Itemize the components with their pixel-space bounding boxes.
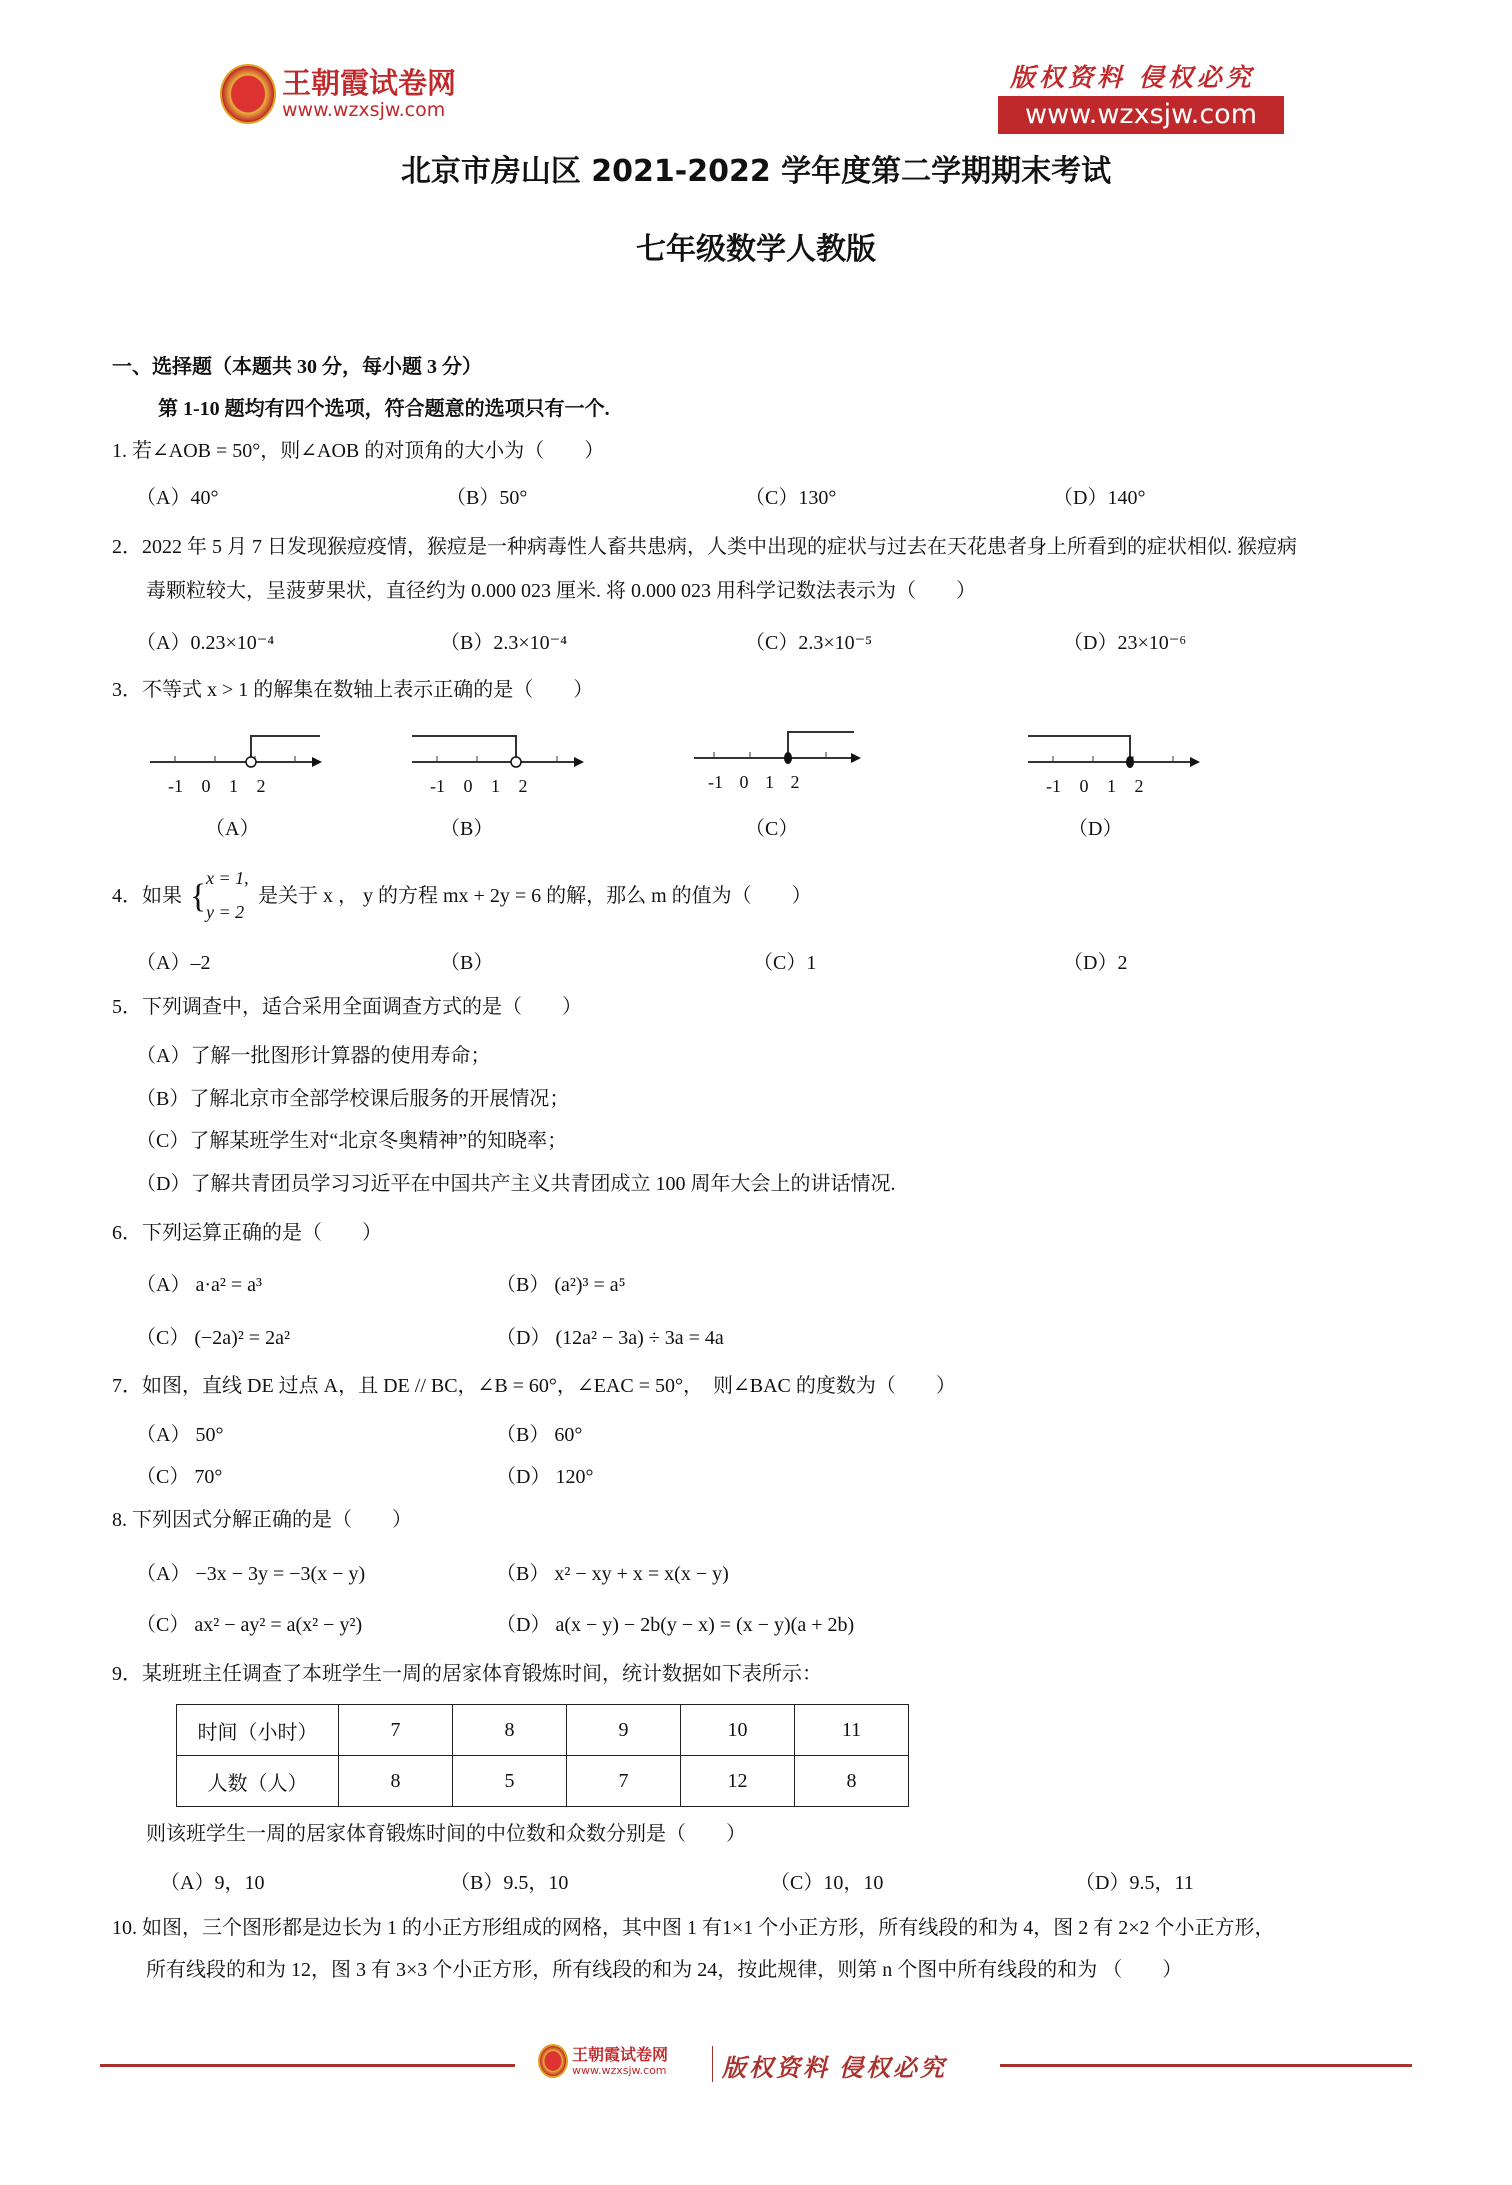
- q4-system-2: y = 2: [206, 902, 245, 922]
- q7-option-c: （C） 70°: [136, 1466, 223, 1488]
- q2-option-a: （A）0.23×10⁻⁴: [136, 632, 275, 654]
- footer-divider-right: [1000, 2064, 1412, 2067]
- brace-icon: {: [190, 878, 207, 915]
- section-note: 第 1-10 题均有四个选项，符合题意的选项只有一个.: [158, 398, 610, 420]
- q1-stem: 1. 若∠AOB = 50°，则∠AOB 的对顶角的大小为（ ）: [112, 440, 605, 462]
- table-row: [177, 1705, 909, 1756]
- table-cell: 7: [567, 1756, 681, 1807]
- q5-option-d: （D）了解共青团员学习习近平在中国共产主义共青团成立 100 周年大会上的讲话情况.: [136, 1173, 896, 1195]
- q9-table: [176, 1704, 909, 1807]
- ticks-d: -1 0 1 2: [1046, 776, 1144, 796]
- q8-option-a: （A） −3x − 3y = −3(x − y): [136, 1563, 366, 1585]
- brand-logo: [220, 64, 456, 124]
- ticks-a: -1 0 1 2: [168, 776, 266, 796]
- footer-separator: [712, 2046, 713, 2082]
- copyright-notice: 版权资料 侵权必究: [1010, 63, 1255, 92]
- q6-stem: 6．下列运算正确的是（ ）: [112, 1222, 382, 1244]
- page-subtitle: 七年级数学人教版: [636, 232, 876, 267]
- section-heading: 一、选择题（本题共 30 分，每小题 3 分）: [112, 356, 482, 378]
- number-line-a: [150, 730, 330, 770]
- q10-stem-1: 10. 如图，三个图形都是边长为 1 的小正方形组成的网格，其中图 1 有1×1 个小正方形，所有线段的和为 4，图 2 有 2×2 个小正方形，: [112, 1917, 1275, 1939]
- q9-option-c: （C）10，10: [770, 1872, 884, 1894]
- q9-option-a: （A）9，10: [160, 1872, 265, 1894]
- q5-option-a: （A）了解一批图形计算器的使用寿命；: [136, 1045, 491, 1067]
- footer: [100, 2044, 1412, 2082]
- q9-option-b: （B）9.5，10: [450, 1872, 569, 1894]
- seal-icon: [538, 2044, 568, 2078]
- q4-system-1: x = 1,: [206, 868, 249, 888]
- q7-stem: 7．如图，直线 DE 过点 A，且 DE // BC，∠B = 60°，∠EAC = 50°， 则∠BAC 的度数为（ ）: [112, 1375, 956, 1397]
- number-line-c: [694, 728, 874, 768]
- q4-option-b: （B）: [440, 952, 494, 974]
- q5-stem: 5．下列调查中，适合采用全面调查方式的是（ ）: [112, 996, 582, 1018]
- q2-option-d: （D）23×10⁻⁶: [1063, 632, 1187, 654]
- q2-option-b: （B）2.3×10⁻⁴: [440, 632, 568, 654]
- q10-stem-2: 所有线段的和为 12，图 3 有 3×3 个小正方形，所有线段的和为 24，按此规律，则第 n 个图中所有线段的和为 （ ）: [146, 1959, 1183, 1981]
- q1-option-d: （D）140°: [1053, 487, 1146, 509]
- q5-option-c: （C）了解某班学生对“北京冬奥精神”的知晓率；: [136, 1130, 568, 1152]
- table-cell: 8: [795, 1756, 909, 1807]
- q6-option-c: （C） (−2a)² = 2a²: [136, 1327, 290, 1349]
- table-cell: 12: [681, 1756, 795, 1807]
- seal-icon: [220, 64, 276, 124]
- q9-stem: 9．某班班主任调查了本班学生一周的居家体育锻炼时间，统计数据如下表所示：: [112, 1663, 822, 1685]
- q9-question: 则该班学生一周的居家体育锻炼时间的中位数和众数分别是（ ）: [146, 1823, 746, 1845]
- q4-option-c: （C）1: [753, 952, 817, 974]
- q2-stem-1: 2．2022 年 5 月 7 日发现猴痘疫情，猴痘是一种病毒性人畜共患病，人类中出现的症状与过去在天花患者身上所看到的症状相似. 猴痘病: [112, 536, 1297, 558]
- q4-option-d: （D）2: [1063, 952, 1128, 974]
- q3-option-c: （C）: [745, 818, 799, 840]
- q9-option-d: （D）9.5，11: [1075, 1872, 1194, 1894]
- table-cell: 9: [567, 1705, 681, 1756]
- table-cell: 10: [681, 1705, 795, 1756]
- footer-divider-left: [100, 2064, 515, 2067]
- table-cell: 8: [453, 1705, 567, 1756]
- q7-option-b: （B） 60°: [496, 1424, 583, 1446]
- q8-stem: 8. 下列因式分解正确的是（ ）: [112, 1509, 412, 1531]
- table-cell: 7: [339, 1705, 453, 1756]
- footer-logo: [538, 2044, 668, 2078]
- q8-option-b: （B） x² − xy + x = x(x − y): [496, 1563, 729, 1585]
- table-header-cell: 人数（人）: [177, 1756, 339, 1807]
- page-title: 北京市房山区 2021-2022 学年度第二学期期末考试: [400, 154, 1112, 189]
- table-cell: 5: [453, 1756, 567, 1807]
- q1-option-a: （A）40°: [136, 487, 219, 509]
- table-cell: 8: [339, 1756, 453, 1807]
- ticks-c: -1 0 1 2: [708, 772, 800, 792]
- footer-copyright: 版权资料 侵权必究: [722, 2056, 947, 2082]
- footer-brand: 王朝霞试卷网: [572, 2044, 669, 2064]
- q8-option-d: （D） a(x − y) − 2b(y − x) = (x − y)(a + 2b): [496, 1614, 855, 1636]
- number-line-d: [1028, 730, 1208, 770]
- q8-option-c: （C） ax² − ay² = a(x² − y²): [136, 1614, 363, 1636]
- q4-stem-b: 是关于 x ， y 的方程 mx + 2y = 6 的解，那么 m 的值为（ ）: [258, 885, 812, 907]
- q3-option-a: （A）: [205, 818, 260, 840]
- ticks-b: -1 0 1 2: [430, 776, 528, 796]
- q1-option-c: （C）130°: [745, 487, 837, 509]
- q4-stem-a: 4．如果: [112, 885, 182, 907]
- table-cell: 11: [795, 1705, 909, 1756]
- q7-option-d: （D） 120°: [496, 1466, 594, 1488]
- q4-option-a: （A）–2: [136, 952, 211, 974]
- q6-option-b: （B） (a²)³ = a⁵: [496, 1274, 626, 1296]
- q3-option-d: （D）: [1068, 818, 1123, 840]
- q7-option-a: （A） 50°: [136, 1424, 224, 1446]
- q5-option-b: （B）了解北京市全部学校课后服务的开展情况；: [136, 1088, 570, 1110]
- brand-url: www.wzxsjw.com: [282, 99, 446, 121]
- q3-option-b: （B）: [440, 818, 494, 840]
- brand-name: 王朝霞试卷网: [282, 66, 457, 100]
- q3-stem: 3．不等式 x > 1 的解集在数轴上表示正确的是（ ）: [112, 679, 594, 701]
- q6-option-a: （A） a·a² = a³: [136, 1274, 263, 1296]
- q1-option-b: （B）50°: [446, 487, 528, 509]
- table-header-cell: 时间（小时）: [177, 1705, 339, 1756]
- copyright-url: www.wzxsjw.com: [998, 96, 1284, 134]
- number-line-b: [412, 730, 592, 770]
- footer-url: www.wzxsjw.com: [572, 2063, 667, 2077]
- q2-stem-2: 毒颗粒较大，呈菠萝果状，直径约为 0.000 023 厘米. 将 0.000 023 用科学记数法表示为（ ）: [146, 580, 976, 602]
- table-row: [177, 1756, 909, 1807]
- q2-option-c: （C）2.3×10⁻⁵: [745, 632, 873, 654]
- q6-option-d: （D） (12a² − 3a) ÷ 3a = 4a: [496, 1327, 724, 1349]
